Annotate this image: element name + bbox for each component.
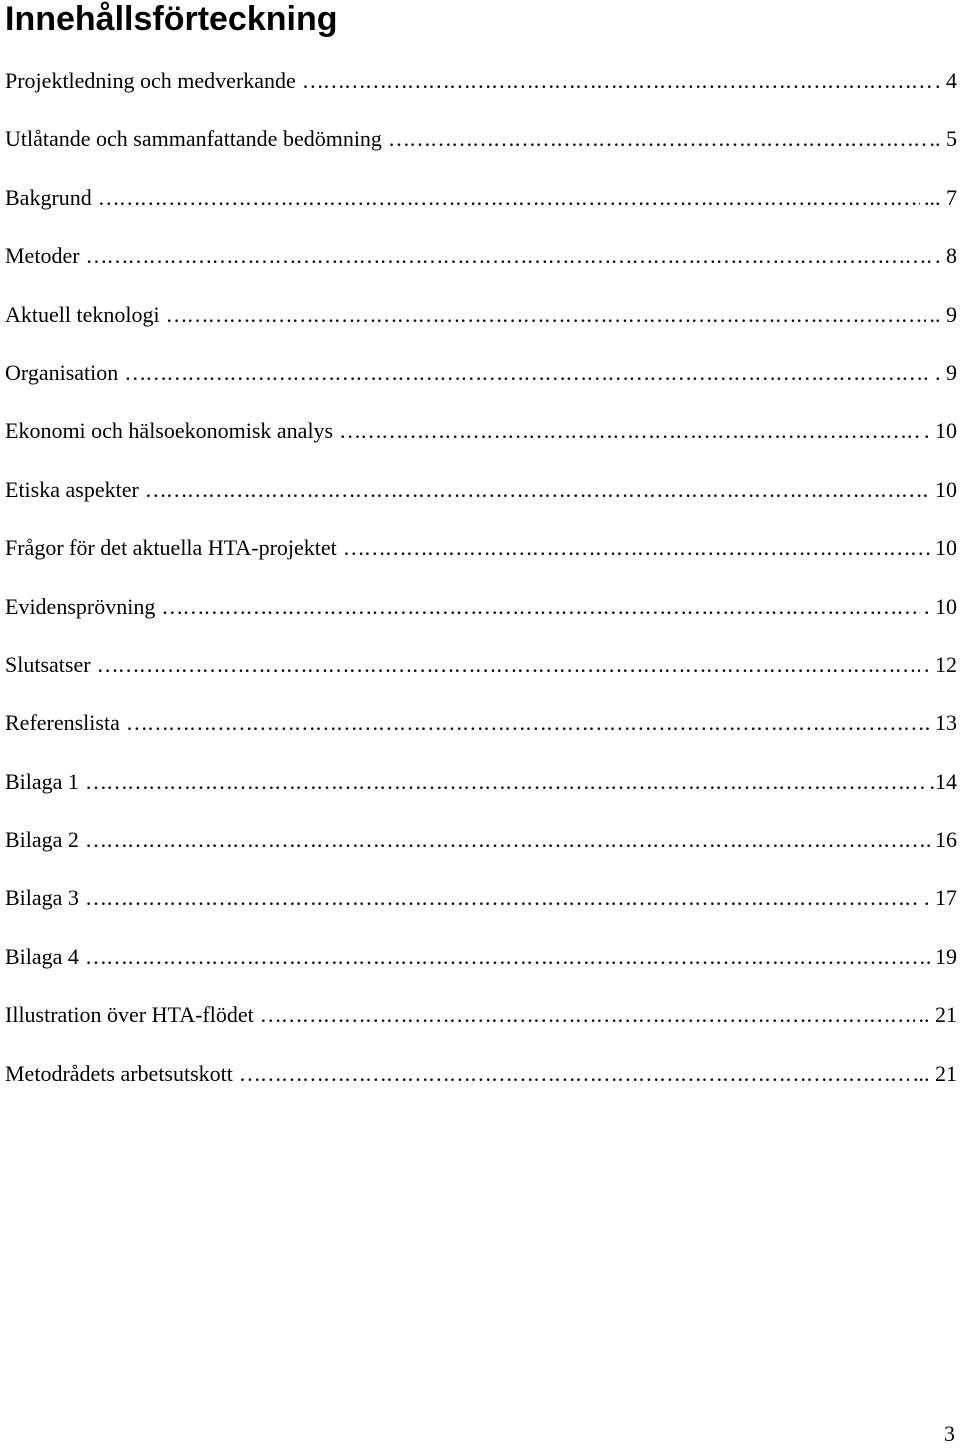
toc-entry-page: . 10 (924, 593, 957, 619)
toc-entry-page: . 9 (935, 359, 957, 385)
toc-leader (155, 592, 920, 622)
toc-entry[interactable] (5, 241, 957, 299)
toc-leader (79, 942, 931, 972)
toc-entry[interactable] (5, 592, 957, 650)
toc-leader (91, 650, 920, 680)
toc-entry-page: . 4 (935, 68, 957, 93)
toc-entry-label: Frågor för det aktuella HTA-projektet (5, 535, 337, 561)
table-of-contents (5, 66, 957, 1117)
toc-leader (79, 825, 931, 855)
toc-entry-label: Evidensprövning (5, 593, 156, 619)
toc-entry-label: Bilaga 3 (5, 885, 79, 911)
toc-entry-page: 10 (935, 535, 957, 561)
toc-entry[interactable] (5, 942, 957, 1000)
toc-entry[interactable] (5, 66, 957, 124)
toc-entry-label: Utlåtande och sammanfattande bedömning (5, 126, 382, 152)
toc-entry[interactable] (5, 883, 957, 941)
toc-entry[interactable] (5, 1059, 957, 1117)
toc-entry-page: .. 9 (929, 301, 957, 327)
toc-leader (333, 416, 920, 446)
toc-leader (79, 767, 926, 797)
toc-entry-label: Bilaga 2 (5, 827, 79, 853)
toc-entry[interactable] (5, 124, 957, 182)
toc-entry[interactable] (5, 533, 957, 591)
toc-entry[interactable] (5, 650, 957, 708)
toc-leader (80, 241, 931, 271)
toc-leader (160, 300, 926, 330)
toc-leader (79, 883, 920, 913)
page-title: Innehållsförteckning (5, 0, 338, 38)
toc-entry-label: Illustration över HTA-flödet (5, 1002, 254, 1028)
toc-entry[interactable] (5, 300, 957, 358)
toc-entry-page: 10 (935, 476, 957, 502)
toc-entry-page: 13 (935, 710, 957, 736)
toc-entry-label: Metodrådets arbetsutskott (5, 1060, 233, 1086)
toc-entry-label: Ekonomi och hälsoekonomisk analys (5, 418, 334, 444)
toc-entry-page: .. 21 (918, 1002, 957, 1028)
toc-entry-page: . 8 (935, 243, 957, 269)
toc-entry-page: . 12 (924, 651, 957, 677)
toc-leader (382, 124, 926, 154)
toc-entry[interactable] (5, 767, 957, 825)
toc-entry-page: 19 (935, 943, 957, 969)
toc-entry-label: Etiska aspekter (5, 476, 139, 502)
toc-entry[interactable] (5, 708, 957, 766)
toc-entry-page: 16 (935, 827, 957, 853)
toc-entry-label: Organisation (5, 359, 119, 385)
toc-entry-label: Bilaga 1 (5, 768, 79, 794)
toc-leader (118, 358, 931, 388)
toc-leader (92, 183, 920, 213)
toc-leader (233, 1059, 909, 1089)
toc-entry-label: Aktuell teknologi (5, 301, 160, 327)
toc-entry[interactable] (5, 1000, 957, 1058)
toc-entry-label: Metoder (5, 243, 80, 269)
toc-entry[interactable] (5, 183, 957, 241)
toc-entry-label: Bilaga 4 (5, 943, 79, 969)
toc-entry-label: Referenslista (5, 710, 120, 736)
page-number: 3 (944, 1421, 955, 1446)
toc-entry[interactable] (5, 825, 957, 883)
toc-entry-page: ... 7 (924, 184, 957, 210)
toc-entry-page: .14 (929, 768, 957, 794)
toc-entry-label: Projektledning och medverkande (5, 68, 296, 93)
toc-leader (120, 708, 931, 738)
toc-entry-page: .. 5 (929, 126, 957, 152)
toc-leader (337, 533, 931, 563)
toc-entry-page: ... 21 (913, 1060, 957, 1086)
toc-leader (296, 66, 931, 96)
toc-leader (139, 475, 931, 505)
toc-entry-page: . 17 (924, 885, 957, 911)
toc-entry-page: . 10 (924, 418, 957, 444)
toc-leader (254, 1000, 915, 1030)
toc-entry[interactable] (5, 475, 957, 533)
toc-entry[interactable] (5, 416, 957, 474)
toc-entry[interactable] (5, 358, 957, 416)
toc-entry-label: Slutsatser (5, 651, 91, 677)
toc-entry-label: Bakgrund (5, 184, 92, 210)
